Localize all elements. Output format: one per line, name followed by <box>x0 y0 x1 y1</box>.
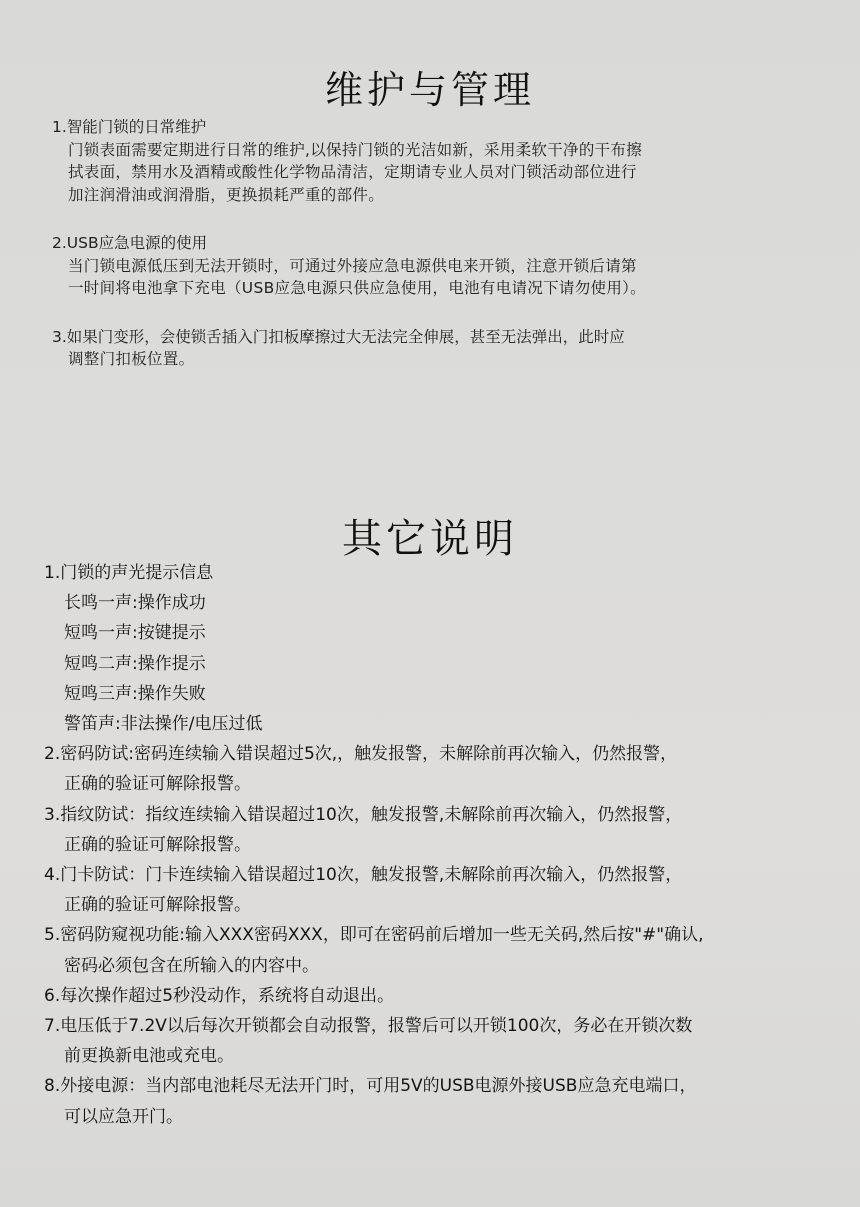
other-notes-section <box>44 558 844 1132</box>
notes-line: 前更换新电池或充电。 <box>64 1046 234 1067</box>
section-title-maintenance: 维护与管理 <box>324 68 535 113</box>
section-title-other-notes: 其它说明 <box>342 515 518 562</box>
notes-line: 密码必须包含在所输入的内容中。 <box>64 955 319 976</box>
notes-line: 8.外接电源：当内部电池耗尽无法开门时，可用5V的USB电源外接USB应急充电端口， <box>44 1076 697 1097</box>
notes-line: 正确的验证可解除报警。 <box>64 834 251 855</box>
maintenance-item-line: 当门锁电源低压到无法开锁时，可通过外接应急电源供电来开锁，注意开锁后请第 <box>68 256 637 275</box>
notes-line: 6.每次操作超过5秒没动作，系统将自动退出。 <box>44 985 395 1006</box>
notes-line: 正确的验证可解除报警。 <box>64 895 251 916</box>
notes-line: 短鸣一声:按键提示 <box>64 623 206 644</box>
notes-line: 短鸣二声:操作提示 <box>64 653 206 674</box>
maintenance-section <box>52 116 812 397</box>
notes-line: 2.密码防试:密码连续输入错误超过5次,，触发报警，未解除前再次输入，仍然报警， <box>44 744 678 765</box>
notes-line: 1.门锁的声光提示信息 <box>44 563 214 583</box>
maintenance-item <box>52 232 812 300</box>
maintenance-item-heading: 1.智能门锁的日常维护 <box>52 118 207 136</box>
notes-line: 4.门卡防试：门卡连续输入错误超过10次，触发报警,未解除前再次输入，仍然报警， <box>44 865 683 886</box>
maintenance-item-line: 调整门扣板位置。 <box>68 350 195 368</box>
maintenance-item-line: 一时间将电池拿下充电（USB应急电源只供应急使用，电池有电请况下请勿使用）。 <box>68 279 646 297</box>
notes-line: 短鸣三声:操作失败 <box>64 683 206 704</box>
maintenance-item-line: 加注润滑油或润滑脂，更换损耗严重的部件。 <box>68 185 385 204</box>
notes-line: 长鸣一声:操作成功 <box>64 593 206 614</box>
notes-line: 正确的验证可解除报警。 <box>64 774 251 795</box>
maintenance-item-heading: 3.如果门变形，会使锁舌插入门扣板摩擦过大无法完全伸展，甚至无法弹出，此时应 <box>52 327 625 346</box>
notes-line: 5.密码防窥视功能:输入XXX密码XXX，即可在密码前后增加一些无关码,然后按"#"确认, <box>44 925 704 946</box>
notes-line: 7.电压低于7.2V以后每次开锁都会自动报警，报警后可以开锁100次，务必在开锁次数 <box>44 1016 693 1037</box>
notes-line: 3.指纹防试：指纹连续输入错误超过10次，触发报警,未解除前再次输入，仍然报警， <box>44 804 683 825</box>
notes-line: 可以应急开门。 <box>64 1106 183 1127</box>
maintenance-item-line: 门锁表面需要定期进行日常的维护,以保持门锁的光洁如新，采用柔软干净的干布擦 <box>68 140 643 159</box>
maintenance-item-line: 拭表面，禁用水及酒精或酸性化学物品清洁，定期请专业人员对门锁活动部位进行 <box>68 163 637 181</box>
maintenance-item <box>52 116 812 206</box>
maintenance-item <box>52 326 812 371</box>
maintenance-item-heading: 2.USB应急电源的使用 <box>52 234 208 252</box>
notes-line: 警笛声:非法操作/电压过低 <box>64 714 263 735</box>
